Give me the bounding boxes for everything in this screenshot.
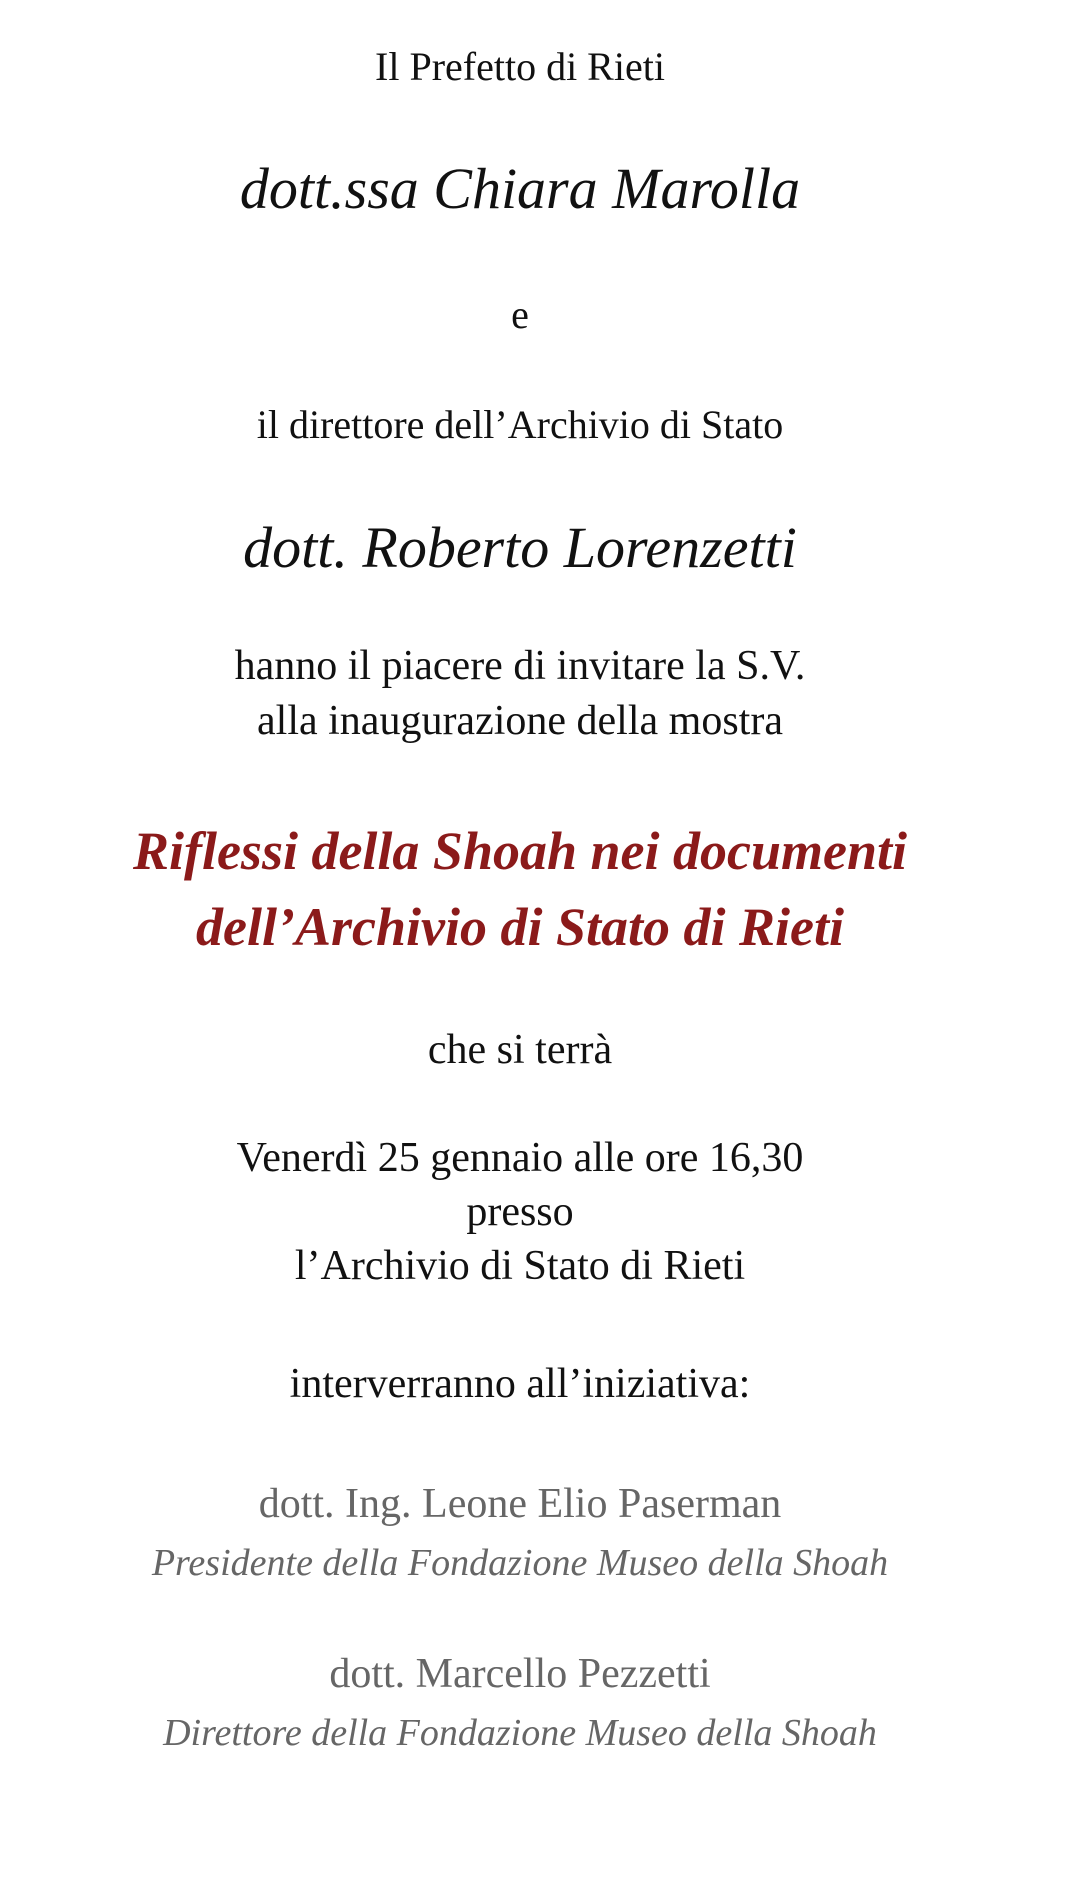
speakers-intro: interverranno all’iniziativa:	[289, 1361, 751, 1407]
speaker-1-name: dott. Ing. Leone Elio Paserman	[258, 1481, 782, 1527]
held-text: che si terrà	[427, 1027, 613, 1073]
location: l’Archivio di Stato di Rieti	[294, 1243, 746, 1289]
date-time: Venerdì 25 gennaio alle ore 16,30	[236, 1135, 804, 1181]
exhibition-title-line-1: Riflessi della Shoah nei documenti	[132, 821, 908, 881]
host1-title: Il Prefetto di Rieti	[375, 44, 665, 89]
host2-title: il direttore dell’Archivio di Stato	[256, 402, 784, 447]
invite-line-2: alla inaugurazione della mostra	[257, 698, 783, 744]
host2-name: dott. Roberto Lorenzetti	[243, 515, 797, 580]
conjunction: e	[511, 292, 529, 337]
host1-name: dott.ssa Chiara Marolla	[239, 156, 801, 221]
location-prefix: presso	[466, 1189, 574, 1235]
speaker-1-role: Presidente della Fondazione Museo della Shoah	[151, 1542, 889, 1584]
invite-line-1: hanno il piacere di invitare la S.V.	[234, 643, 806, 689]
speaker-2-role: Direttore della Fondazione Museo della Shoah	[163, 1712, 877, 1754]
exhibition-title-line-2: dell’Archivio di Stato di Rieti	[196, 897, 844, 957]
speaker-2-name: dott. Marcello Pezzetti	[329, 1651, 711, 1697]
